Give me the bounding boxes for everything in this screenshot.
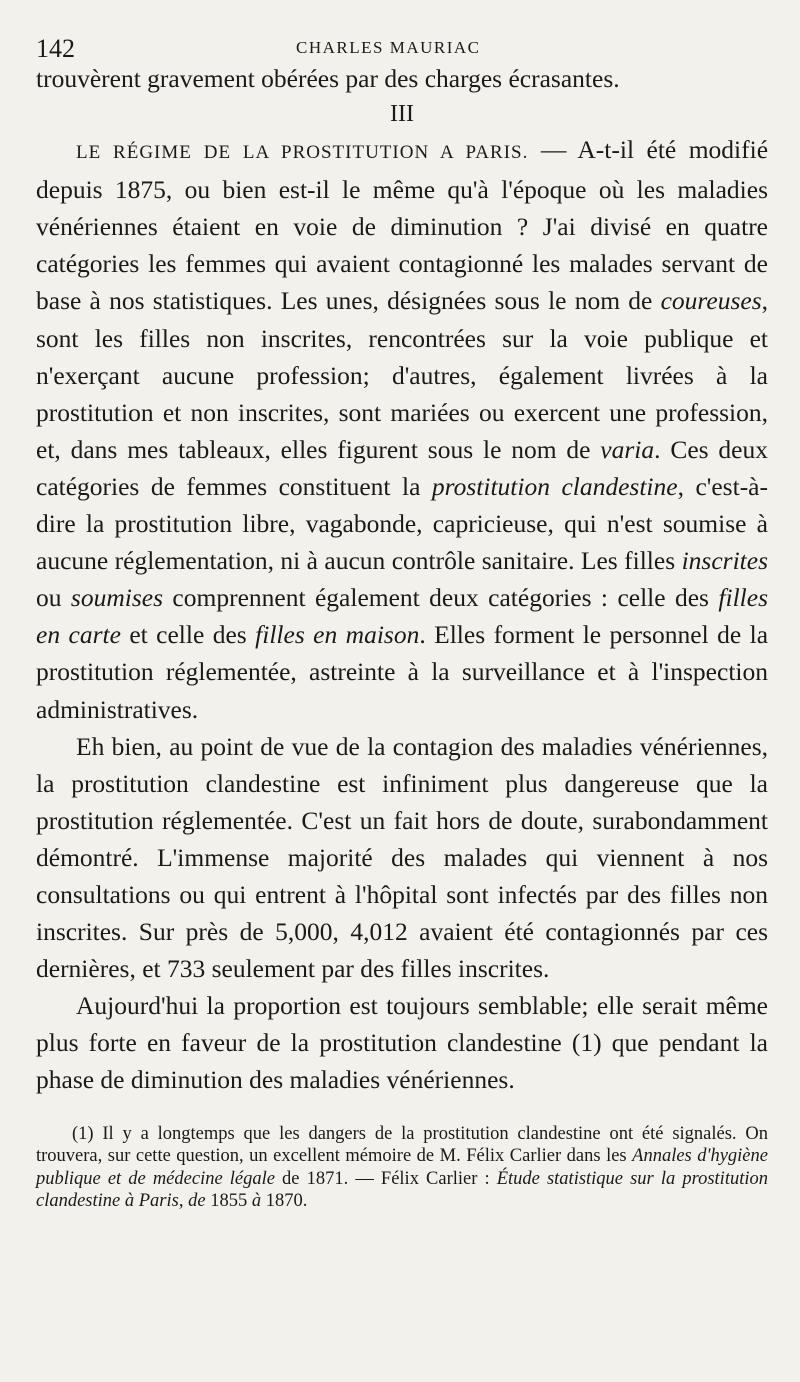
italic-term: filles en maison bbox=[255, 620, 420, 650]
text-run: comprennent également deux catégories : celle des bbox=[163, 583, 719, 613]
text-run: de 1871. — Félix Carlier : bbox=[274, 1168, 497, 1189]
italic-term: filles en carte bbox=[36, 583, 768, 650]
footnote bbox=[36, 1123, 768, 1213]
paragraph-contagion: Eh bien, au point de vue de la contagion des maladies vénériennes, la prostitution clandestine est infiniment plus dangereuse que la prostitution réglementée. C'est un fait hors de doute, surabondamment démontré. L'immense majorité des malades qui viennent à nos consultations ou qui entrent à l'hôpital sont infectés par des filles non inscrites. Sur près de 5,000, 4,012 avaient été contagionnés par ces dernières, et 733 seulement par des filles inscrites. bbox=[36, 731, 768, 984]
text-run: — A-t-il été modifié depuis 1875, ou bien est-il le même qu'à l'époque où les maladies vénériennes étaient en voie de diminution ? J'ai divisé en quatre catégories les femmes qui avaient contagionné les malades servant de base à nos statistiques. Les unes, désignées sous le nom de bbox=[36, 135, 769, 316]
section-heading: LE RÉGIME DE LA PROSTITUTION A PARIS. bbox=[76, 142, 529, 164]
italic-title: Annales d'hygiène publique et de médecine légale bbox=[36, 1146, 768, 1189]
text-run: , c'est-à-dire la prostitution libre, vagabonde, capricieuse, qui n'est soumise à aucune réglementation, ni à aucun contrôle sanitaire. Les filles bbox=[36, 471, 768, 576]
section-numeral: III bbox=[390, 101, 414, 128]
text-run: . Ces deux catégories de femmes constituent la bbox=[36, 434, 768, 501]
italic-title: Étude statistique sur la prostitution clandestine à Paris, de bbox=[36, 1168, 768, 1212]
text-run: (1) Il y a longtemps que les dangers de la prostitution clandestine ont été signalés. On trouvera, sur cette question, un excellent mémoire de M. Félix Carlier dans les bbox=[36, 1123, 768, 1167]
text-run: . Elles forment le personnel de la prostitution réglementée, astreinte à la surveillance et à l'inspection administratives. bbox=[36, 620, 769, 724]
italic-word: à bbox=[251, 1191, 262, 1212]
text-run: et celle des bbox=[120, 620, 256, 650]
italic-term: soumises bbox=[70, 583, 164, 613]
italic-term: prostitution clandestine bbox=[431, 471, 678, 501]
paragraph-continuation: trouvèrent gravement obérées par des charges écrasantes. bbox=[36, 64, 620, 93]
italic-term: inscrites bbox=[681, 546, 768, 576]
text-run: ou bbox=[36, 583, 71, 613]
page-number: 142 bbox=[36, 34, 75, 63]
book-page bbox=[36, 26, 768, 1213]
paragraph-regime bbox=[36, 131, 768, 728]
paragraph-proportion: Aujourd'hui la proportion est toujours semblable; elle serait même plus forte en faveur de la prostitution clandestine (1) que pendant la phase de diminution des maladies vénériennes. bbox=[36, 991, 768, 1095]
text-run: 1870. bbox=[261, 1191, 308, 1212]
text-run: , sont les filles non inscrites, rencontrées sur la voie publique et n'exerçant aucune profession; d'autres, également livrées à la prostitution et non inscrites, sont mariées ou exercent une profession, et, dans mes tableaux, elles figurent sous le nom de bbox=[36, 286, 768, 464]
text-run: 1855 bbox=[205, 1191, 252, 1212]
page-header bbox=[36, 26, 768, 63]
italic-term: varia bbox=[600, 434, 655, 464]
body-text bbox=[36, 60, 768, 1099]
running-head: CHARLES MAURIAC bbox=[296, 38, 481, 57]
italic-term: coureuses bbox=[660, 286, 762, 316]
footnote-1 bbox=[36, 1123, 768, 1213]
